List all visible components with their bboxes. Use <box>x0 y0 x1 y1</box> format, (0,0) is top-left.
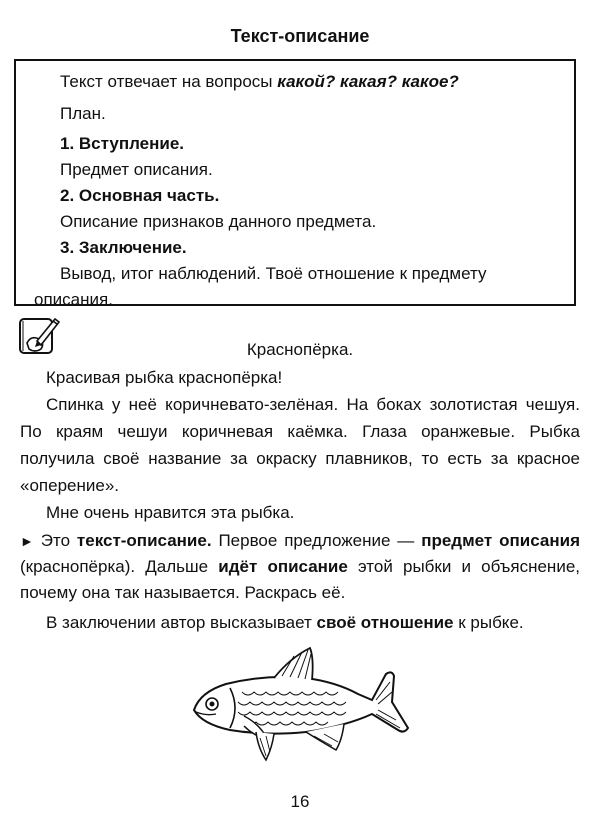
analysis-s1: Это <box>33 531 77 550</box>
analysis-p2-text-2: к рыбке. <box>453 613 524 632</box>
rule-plan: План. <box>60 104 106 123</box>
analysis-s4: этой рыбки и объяснение, почему она так называется. Раскрась её. <box>20 557 580 602</box>
analysis-p2-bold: своё отношение <box>316 613 454 632</box>
story-paragraph-3: Мне очень нравится эта рыбка. <box>46 503 295 522</box>
analysis-text <box>20 528 580 636</box>
fish-illustration <box>186 644 412 764</box>
analysis-paragraph-2 <box>20 610 580 636</box>
plan-item-2-text: Описание признаков данного предмета. <box>60 212 377 231</box>
analysis-s1-bold: текст-описание. <box>76 531 212 550</box>
story-paragraph-2: Спинка у неё коричневато-зелёная. На боках золотистая чешуя. По краям чешуи коричневая каёмка. Глаза оранжевые. Рыбка получила своё название за окраску плавников, то есть за красное «оперение». <box>20 395 580 495</box>
plan-item-1-heading: 1. Вступление. <box>60 134 185 153</box>
arrow-marker-icon: ► <box>20 533 34 549</box>
page-number: 16 <box>290 792 310 811</box>
rule-intro-questions: какой? какая? какое? <box>277 72 459 91</box>
analysis-s3-bold: идёт описание <box>218 557 348 576</box>
analysis-s2-bold: предмет описания <box>421 531 580 550</box>
rule-intro-text: Текст отвечает на вопросы <box>60 72 278 91</box>
plan-item-3-text-cont: описания. <box>34 290 113 309</box>
plan-item-3-text: Вывод, итог наблюдений. Твоё отношение к предмету <box>60 264 487 283</box>
story-title: Краснопёрка. <box>246 340 354 359</box>
analysis-s3: (краснопёрка). Дальше <box>20 557 219 576</box>
analysis-paragraph-1 <box>20 528 580 606</box>
analysis-p2-text-1: В заключении автор высказывает <box>46 613 317 632</box>
analysis-s2: Первое предложение — <box>211 531 422 550</box>
page-title: Текст-описание <box>230 26 370 46</box>
plan-item-3-heading: 3. Заключение. <box>60 238 187 257</box>
rule-intro <box>60 69 562 95</box>
story-paragraph-1: Красивая рыбка краснопёрка! <box>46 368 283 387</box>
story-text <box>20 364 580 526</box>
rule-box <box>14 59 576 309</box>
plan-item-1-text: Предмет описания. <box>60 160 213 179</box>
plan-item-2-heading: 2. Основная часть. <box>60 186 220 205</box>
